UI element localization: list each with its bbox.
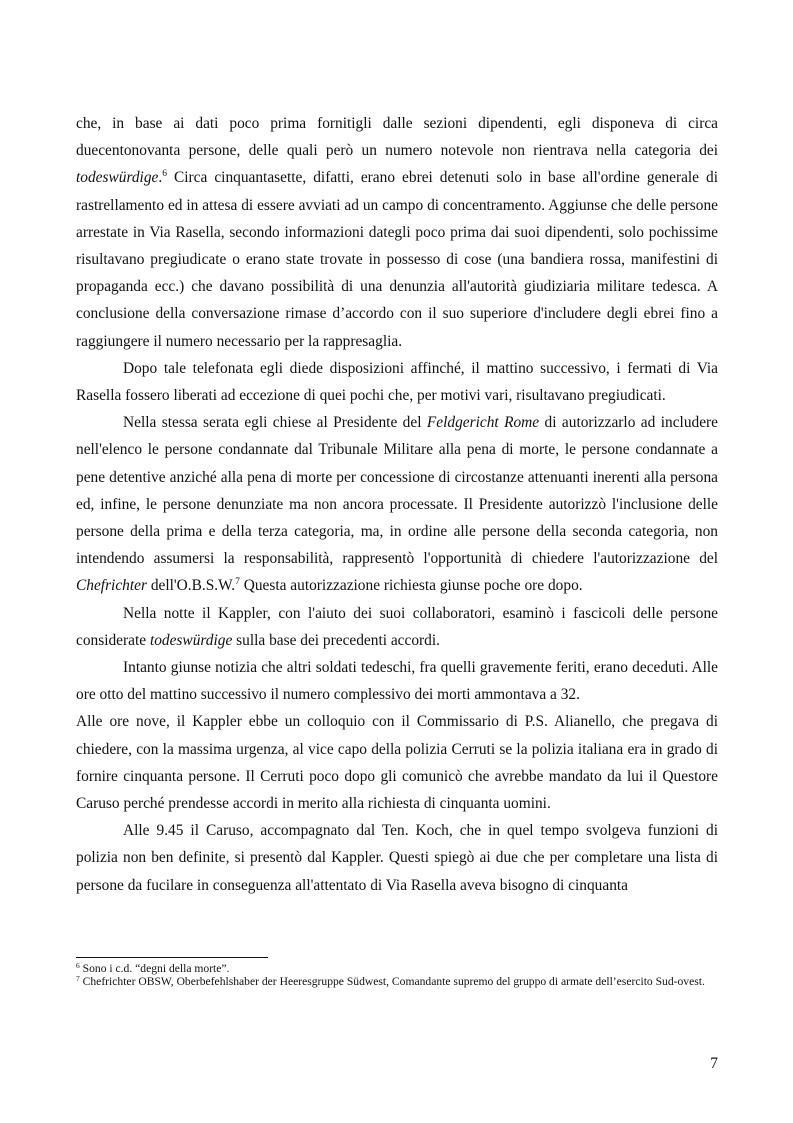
footnote-separator (76, 957, 268, 958)
footnote-number: 6 (76, 961, 80, 970)
paragraph-4: Nella notte il Kappler, con l'aiuto dei suoi collaboratori, esaminò i fascicoli delle persone considerate todeswürdige sulla base dei precedenti accordi. (76, 604, 718, 649)
footnotes (76, 962, 718, 988)
footnote-ref-6[interactable]: 6 (162, 169, 167, 180)
body-text (76, 110, 718, 899)
term-chefrichter: Chefrichter (76, 577, 147, 595)
footnote-6 (76, 962, 718, 975)
paragraph-5: Intanto giunse notizia che altri soldati tedeschi, fra quelli gravemente feriti, erano deceduti. Alle ore otto del mattino successivo il numero complessivo dei morti ammontava a 32. (76, 659, 718, 704)
footnote-text: Chefrichter OBSW, Oberbefehlshaber der Heeresgruppe Südwest, Comandante supremo del gruppo di armate dell’esercito Sud-ovest. (79, 975, 705, 988)
footnote-7 (76, 975, 718, 988)
paragraph-6: Alle ore nove, il Kappler ebbe un colloquio con il Commissario di P.S. Alianello, che pregava di chiedere, con la massima urgenza, al vice capo della polizia Cerruti se la polizia italiana era in grado di fornire cinquanta persone. Il Cerruti poco dopo gli comunicò che avrebbe mandato da lui il Questore Caruso perché prendesse accordi in merito alla richiesta di cinquanta uomini. (76, 713, 718, 813)
paragraph-1: che, in base ai dati poco prima fornitigli dalle sezioni dipendenti, egli disponeva di circa duecentonovanta persone, delle quali però un numero notevole non rientrava nella categoria dei todeswürdige.$^6$ Circa cinquantasette, difatti, erano ebrei detenuti solo in base all'ordine generale di rastrellamento ed in attesa di essere avviati ad un campo di concentramento. Aggiunse che delle persone arrestate in Via Rasella, secondo informazioni dategli poco prima dai suoi dipendenti, solo pochissime risultavano pregiudicate o erano state trovate in possesso di cose (una bandiera rossa, manifestini di propaganda ecc.) che davano possibilità di una denunzia all'autorità giudiziaria militare tedesca. A conclusione della conversazione rimase d’accordo con il suo superiore d'includere degli ebrei fino a raggiungere il numero necessario per la rappresaglia. (76, 115, 718, 350)
page-number: 7 (710, 1055, 718, 1072)
term-todeswurdige: todeswürdige (76, 169, 159, 187)
paragraph-7: Alle 9.45 il Caruso, accompagnato dal Ten. Koch, che in quel tempo svolgeva funzioni di polizia non ben definite, si presentò dal Kappler. Questi spiegò ai due che per completare una lista di persone da fucilare in conseguenza all'attentato di Via Rasella aveva bisogno di cinquanta (76, 822, 718, 894)
paragraph-3: Nella stessa serata egli chiese al Presidente del Feldgericht Rome di autorizzarlo ad includere nell'elenco le persone condannate dal Tribunale Militare alla pena di morte, le persone condannate a pene detentive anziché alla pena di morte per concessione di circostanze attenuanti inerenti alla persona ed, infine, le persone denunziate ma non ancora processate. Il Presidente autorizzò l'inclusione delle persone della prima e della terza categoria, ma, in ordine alle persone della seconda categoria, non intendendo assumersi la responsabilità, rappresentò l'opportunità di chiedere l'autorizzazione del Chefrichter dell'O.B.S.W.$^7$ Questa autorizzazione richiesta giunse poche ore dopo. (76, 414, 718, 595)
paragraph-2: Dopo tale telefonata egli diede disposizioni affinché, il mattino successivo, i fermati di Via Rasella fossero liberati ad eccezione di quei pochi che, per motivi vari, risultavano pregiudicati. (76, 359, 718, 405)
term-feldgericht-rome: Feldgericht Rome (426, 414, 540, 432)
term-todeswurdige-2: todeswürdige (149, 631, 233, 649)
footnote-text: Sono i c.d. “degni della morte”. (79, 962, 230, 975)
footnote-number: 7 (76, 974, 80, 983)
footnote-ref-7[interactable]: 7 (235, 577, 240, 588)
